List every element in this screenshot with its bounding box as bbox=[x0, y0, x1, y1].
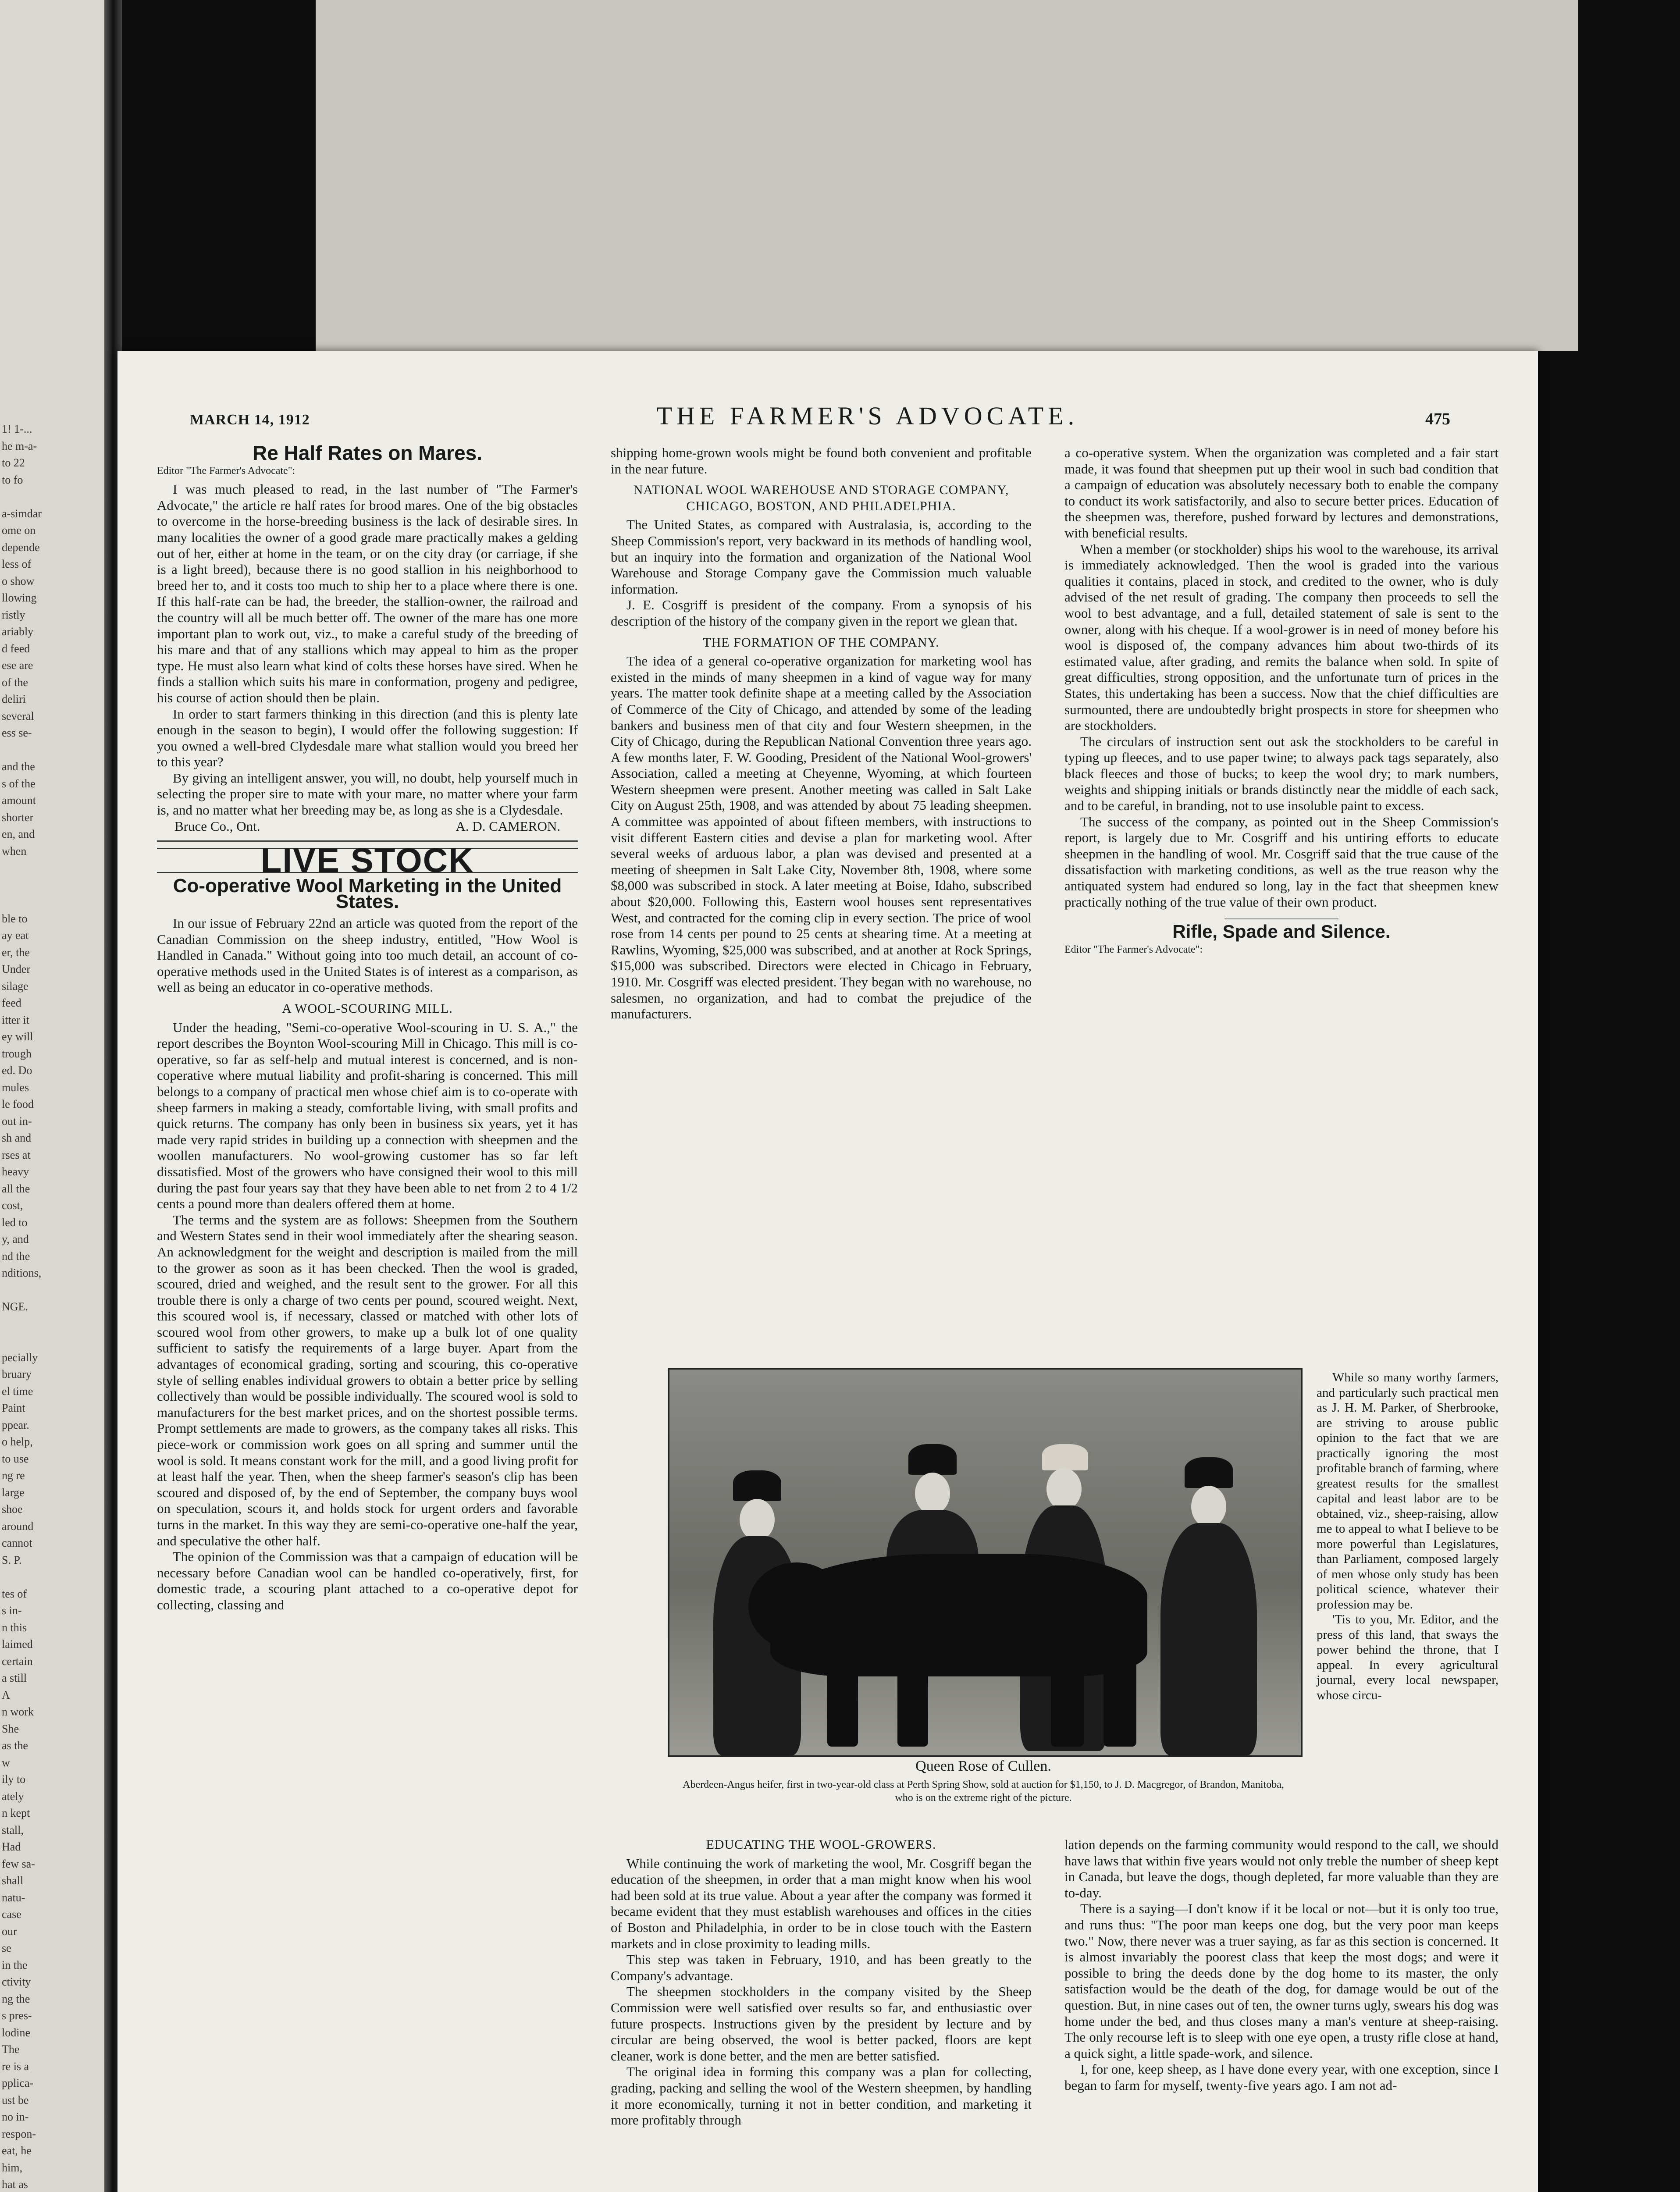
left-page-text-line: rses at bbox=[2, 1148, 31, 1161]
left-page-text-line: several bbox=[2, 709, 34, 722]
left-page-text-line: a still bbox=[2, 1672, 27, 1684]
left-page-text-line: ariably bbox=[2, 625, 34, 638]
left-page-text-line: cost, bbox=[2, 1199, 23, 1212]
left-page-text-line: s in- bbox=[2, 1604, 22, 1617]
left-page-text-line: laimed bbox=[2, 1638, 33, 1651]
subhead-mill: A WOOL-SCOURING MILL. bbox=[282, 1001, 453, 1016]
left-page-text-line: n this bbox=[2, 1621, 27, 1634]
left-page-text-line: bruary bbox=[2, 1368, 32, 1381]
left-page-text-line: n kept bbox=[2, 1807, 30, 1819]
left-page-text-line: ay eat bbox=[2, 929, 29, 942]
left-page-text-line: large bbox=[2, 1486, 25, 1499]
left-page-text-line: certain bbox=[2, 1655, 33, 1668]
left-page-text-line: ily to bbox=[2, 1773, 26, 1786]
left-page-text-line: ess se- bbox=[2, 726, 32, 739]
column-2-bottom bbox=[611, 1837, 1032, 2128]
col3-paragraph: The circulars of instruction sent out ask the stockholders to be careful in typing up fleeces, and to use paper twine; to always pack tags separately, also black fleeces and those of bucks; to keep the wool dry; to mark numbers, weights and shipping initials or brands distinctly near the middle of each sack, and to be careful, in branding, not to use insoluble paint to excess. bbox=[1064, 733, 1498, 814]
left-page-text-line: him, bbox=[2, 2161, 22, 2174]
left-page-text-line: NGE. bbox=[2, 1300, 28, 1313]
left-page-text-line: deliri bbox=[2, 693, 26, 705]
rifle-paragraph: 'Tis to you, Mr. Editor, and the press of this land, that sways the power behind the throne, that I appeal. In every agricultural journal, every local newspaper, whose circu- bbox=[1317, 1612, 1498, 1702]
left-page-text-line: shall bbox=[2, 1874, 24, 1887]
left-page-text-line: ese are bbox=[2, 659, 33, 672]
left-page-text-line: natu- bbox=[2, 1891, 25, 1904]
left-page-text-line: ppear. bbox=[2, 1418, 29, 1431]
left-page-text-line: ately bbox=[2, 1790, 24, 1803]
left-page-text-line: sh and bbox=[2, 1132, 32, 1144]
rifle-paragraph: There is a saying—I don't know if it be local or not—but it is only too true, and runs thus: "The poor man keeps one dog, but the very poor man keeps two." Now, there never was a truer saying, as far as this section is concerned. It is almost invariably the poorest class that keep the most dogs; and were it possible to bring the deeds done by the dog home to its master, the only satisfaction would be the death of the dog, for damage would be out of the question. But, in nine cases out of ten, the owner turns ugly, swears his dog was home under the bed, and thus closes many a man's venture at sheep-raising. The only recourse left is to sleep with one eye open, a trusty rifle close at hand, a quick sight, a little spade-work, and silence. bbox=[1064, 1901, 1498, 2061]
left-page-text-line: around bbox=[2, 1519, 34, 1533]
left-page-text-line: nditions, bbox=[2, 1267, 42, 1279]
left-page-text-line: led to bbox=[2, 1216, 28, 1229]
left-page-text-line: shorter bbox=[2, 811, 34, 824]
left-page-text-line: s pres- bbox=[2, 2009, 32, 2022]
issue-date: MARCH 14, 1912 bbox=[190, 412, 310, 428]
left-page-text-line: ey will bbox=[2, 1030, 33, 1043]
mares-title: Re Half Rates on Mares. bbox=[252, 441, 483, 464]
left-page-text-line: ed. Do bbox=[2, 1064, 32, 1077]
rifle-paragraph: I, for one, keep sheep, as I have done every year, with one exception, since I began to farm for myself, twenty-five years ago. I am not ad- bbox=[1064, 2061, 1498, 2093]
photo-caption: Aberdeen-Angus heifer, first in two-year-old class at Perth Spring Show, sold at auction for $1,150, to J. D. Macgregor, of Brandon, Manitoba, who is on the extreme right of the picture. bbox=[683, 1779, 1284, 1804]
left-page-text-line: ble to bbox=[2, 912, 28, 925]
left-page-text-line: he m-a- bbox=[2, 439, 37, 452]
left-page-text-line: ng re bbox=[2, 1469, 25, 1482]
left-page-text-line: se bbox=[2, 1942, 11, 1954]
educating-paragraph: The sheepmen stockholders in the company visited by the Sheep Commission were well satisfied over results so far, and enthusiastic over future prospects. Instructions given by the president by lecture and by circular are being observed, the wool is better packed, floors are kept cleaner, work is done better, and the men are better satisfied. bbox=[611, 1984, 1032, 2064]
formation-paragraph: The idea of a general co-operative organization for marketing wool has existed in the minds of many sheepmen in a kind of vague way for many years. The matter took definite shape at a meeting called by the Association of Commerce of the City of Chicago, and attended by some of the leading bankers and business men of that city and four Western sheepmen, in the City of Chicago, during the Republican National Convention three years ago. A few months later, F. W. Gooding, President of the National Wool-growers' Association, called a meeting at Cheyenne, Wyoming, at which fourteen Western sheepmen were present. Another meeting was called in Salt Lake City on August 25th, 1908, and was attended by about 75 leading sheepmen. A committee was appointed of about fifteen members, with instructions to visit different Eastern cities and devise a plan for marketing wool. After several weeks of arduous labor, a plan was devised and presented at a meeting of sheepmen in Salt Lake City, November 8th, 1908, where some $8,000 was subscribed in stock. A later meeting at Boise, Idaho, subscribed about $20,000. Following this, Eastern wool houses sent representatives West, and contracted for the coming clip in every section. The price of wool rose from 14 cents per pound to 25 cents at shearing time. At a meeting at Rawlins, Wyoming, $25,000 was subscribed, and at another at Rock Springs, $15,000 was subscribed. Directors were elected in Chicago in February, 1910. Mr. Cosgriff was elected president. They began with no warehouse, no salesmen, no organization, and had to combat the prejudice of the manufacturers. bbox=[611, 653, 1032, 1022]
left-page-text-line: re is a bbox=[2, 2060, 29, 2073]
left-page-text-line: a-simdar bbox=[2, 507, 42, 520]
left-page-text-line: Under bbox=[2, 963, 30, 975]
left-page-text-line: y, and bbox=[2, 1233, 29, 1245]
subhead-formation: THE FORMATION OF THE COMPANY. bbox=[703, 635, 940, 650]
left-page-text-line: nd the bbox=[2, 1249, 30, 1263]
left-page-text-line: w bbox=[2, 1756, 10, 1769]
left-page-text-line: amount bbox=[2, 794, 36, 807]
left-page-text-line: ristly bbox=[2, 608, 25, 621]
left-page-text-line: as the bbox=[2, 1739, 28, 1752]
mares-paragraph: I was much pleased to read, in the last number of "The Farmer's Advocate," the article re half rates for brood mares. One of the big obstacles to overcome in the horse-breeding business is the lack of desirable sires. In many localities the owner of a good grade mare practically makes a gelding out of her, either at home in the team, or on the city dray (or carriage, if she is a light breed), because there is no good stallion in his neighborhood to breed her to, and it costs too much to ship her to a place where there is one. If this half-rate can be had, the breeder, the stallion-owner, the railroad and the country will all be much better off. The owner of the mare has one more important plan to work out, viz., to make a careful study of the breeding of his mare and that of any stallions which may appeal to him as the proper type. He must also learn what kind of colts these horses have sired. When he finds a stallion which suits his mare in conformation, progeny and pedigree, his course of action should then be plain. bbox=[157, 481, 578, 705]
left-page-text-line: and the bbox=[2, 760, 35, 773]
left-page-text-line: stall, bbox=[2, 1823, 24, 1836]
left-page-text-line: llowing bbox=[2, 591, 37, 604]
col3-paragraph: When a member (or stockholder) ships his wool to the warehouse, its arrival is immediately acknowledged. Then the wool is graded into the various qualities it contains, placed in stock, and credited to the owner, who is duly advised of the net result of grading. The company then proceeds to sell the wool to best advantage, and a full, detailed statement of sale is sent to the owner, along with his cheque. If a wool-grower is in need of money before his wool is disposed of, the company advances him about two-thirds of its estimated value, after grading, and remits the balance when sold. In spite of great difficulties, strong opposition, and the unfortunate turn of prices in the States, this undertaking has been a success. Now that the chief difficulties are surmounted, there are undoubtedly bright prospects in store for sheepmen who are stockholders. bbox=[1064, 541, 1498, 733]
left-page-text-line: out in- bbox=[2, 1114, 32, 1128]
rifle-narrow-column bbox=[1317, 1370, 1498, 1703]
left-page-text-line: our bbox=[2, 1925, 17, 1938]
left-page-text-line: cannot bbox=[2, 1537, 32, 1549]
left-page-text-line: when bbox=[2, 844, 27, 858]
live-stock-banner: LIVE STOCK bbox=[157, 848, 578, 873]
left-page-text-line: depende bbox=[2, 541, 40, 554]
mares-editor-line: Editor "The Farmer's Advocate": bbox=[157, 465, 295, 477]
left-page-text-line: A bbox=[2, 1688, 10, 1701]
column-3-bottom bbox=[1064, 1837, 1498, 2094]
left-page-text-line: S. P. bbox=[2, 1553, 22, 1566]
left-page-text-line: in the bbox=[2, 1958, 28, 1971]
column-1 bbox=[157, 441, 578, 1613]
left-page-text-line: ust be bbox=[2, 2093, 29, 2107]
left-page-text-line: 1! 1-... bbox=[2, 423, 32, 435]
scan-background-strip bbox=[316, 0, 1578, 351]
left-page-text-line: Paint bbox=[2, 1402, 25, 1414]
column-3-top bbox=[1064, 445, 1498, 960]
left-page-text-line: en, and bbox=[2, 828, 35, 840]
left-page-text-line: mules bbox=[2, 1081, 29, 1094]
cattle-photo bbox=[668, 1368, 1303, 1757]
left-page-text-line: Had bbox=[2, 1840, 21, 1853]
rifle-paragraph: While so many worthy farmers, and particularly such practical men as J. H. M. Parker, of Sherbrooke, are striving to arouse public opinion to the fact that we are practically ignoring the most profitable branch of farming, where greatest results for the smallest capital and least labor are to be obtained, viz., sheep-raising, allow me to appeal to what I believe to be more powerful than Legislatures, than Parliament, composed largely of men whose only study has been political science, whatever their profession may be. bbox=[1317, 1370, 1498, 1612]
photo-title: Queen Rose of Cullen. bbox=[915, 1758, 1051, 1774]
left-page-text-line: She bbox=[2, 1722, 19, 1735]
left-page-text-line: feed bbox=[2, 996, 21, 1009]
left-page-text-line: few sa- bbox=[2, 1857, 35, 1870]
left-page-text-line: pecially bbox=[2, 1351, 38, 1364]
left-page-text-line: eat, he bbox=[2, 2144, 32, 2157]
col3-paragraph: a co-operative system. When the organization was completed and a fair start made, it was found that sheepmen put up their wool in such bad condition that a campaign of education was absolutely necessary both to enable the company to conduct its work satisfactorily, and also to secure better prices. Education of the sheepmen was, therefore, pushed forward by lectures and demonstrations, with beneficial results. bbox=[1064, 445, 1498, 541]
left-page-text-line: to 22 bbox=[2, 456, 25, 469]
left-page-text-line: of the bbox=[2, 676, 28, 689]
left-page-text-line: The bbox=[2, 2043, 20, 2056]
rifle-title: Rifle, Spade and Silence. bbox=[1172, 921, 1391, 942]
mill-paragraph: The terms and the system are as follows: Sheepmen from the Southern and Western States send in their wool immediately after the shearing season. An acknowledgment for the weight and description is mailed from the mill to the grower as soon as it has been checked. Then the wool is graded, scoured, dried and weighed, and the result sent to the grower. For all this trouble there is only a charge of two cents per pound, scoured weight. Next, this scoured wool is, if necessary, classed or matched with other lots of scoured wool from other growers, to make up a bulk lot of one quality sufficient to satisfy the requirements of a large buyer. Apart from the advantages of economical grading, sorting and scouring, this co-operative style of selling enables individual growers to obtain a better price by selling collectively than would be possible individually. The scoured wool is sold to manufacturers for the best market prices, and on the shortest possible terms. Prompt settlements are made to growers, as the company takes all risks. This piece-work or commission work goes on all spring and summer until the wool is sold. It means constant work for the mill, and a good living profit for at least half the year. Then, when the sheep farmer's season's clip has been scoured and disposed of, by the end of September, the company buys wool on speculation, scours it, and holds stock for urgent orders and favorable turns in the market. In this way they are semi-co-operative one-half the year, and speculative the other half. bbox=[157, 1212, 578, 1548]
left-page-text-line: all the bbox=[2, 1182, 30, 1195]
left-page-text-line: silage bbox=[2, 979, 28, 993]
newspaper-page bbox=[117, 351, 1538, 2192]
left-page-text-line: respon- bbox=[2, 2127, 36, 2140]
subhead-company: NATIONAL WOOL WAREHOUSE AND STORAGE COMPANY, CHICAGO, BOSTON, AND PHILADELPHIA. bbox=[633, 483, 1009, 513]
left-page-text-line: le food bbox=[2, 1098, 34, 1110]
rifle-editor-line: Editor "The Farmer's Advocate": bbox=[1064, 943, 1203, 955]
wool-continuation: shipping home-grown wools might be found both convenient and profitable in the near future. bbox=[611, 445, 1032, 477]
left-page-text-line: tes of bbox=[2, 1587, 27, 1600]
left-page-text-line: o show bbox=[2, 574, 35, 587]
left-page-text-line: case bbox=[2, 1908, 21, 1921]
left-page-text-line: heavy bbox=[2, 1165, 29, 1178]
left-page-text-line: lodine bbox=[2, 2026, 30, 2039]
left-page-text-line: itter it bbox=[2, 1013, 29, 1026]
col3-paragraph: The success of the company, as pointed out in the Sheep Commission's report, is largely due to Mr. Cosgriff and his untiring efforts to educate sheepmen in the handling of wool. Mr. Cosgriff said that the true cause of the dissatisfaction with marketing conditions, as well as the true reason why the antiquated system had endured so long, lay in the fact that sheepmen knew practically nothing of the true value of their own product. bbox=[1064, 814, 1498, 910]
left-page-text-line: el time bbox=[2, 1384, 33, 1398]
left-page-text-line: less of bbox=[2, 558, 32, 570]
left-page-text-line: ng the bbox=[2, 1992, 30, 2005]
page-number: 475 bbox=[1425, 410, 1450, 428]
company-paragraph: The United States, as compared with Australasia, is, according to the Sheep Commission's report, very backward in its methods of handling wool, but an inquiry into the formation and organization of the National Wool Warehouse and Storage Company gave the Commission much valuable information. bbox=[611, 517, 1032, 597]
masthead: THE FARMER'S ADVOCATE. bbox=[656, 402, 1079, 430]
educating-paragraph: This step was taken in February, 1910, and has been greatly to the Company's advantage. bbox=[611, 1952, 1032, 1983]
mares-paragraph: In order to start farmers thinking in this direction (and this is plenty late enough in the season to begin), I would offer the following suggestion: If you owned a well-bred Clydesdale mare what stallion would you breed her to this year? bbox=[157, 706, 578, 770]
mares-paragraph: By giving an intelligent answer, you will, no doubt, help yourself much in selecting the proper sire to mate with your mare, no matter where your farm is, and no matter what her breeding may be, as long as she is a Clydesdale. bbox=[157, 770, 578, 818]
left-page-text-line: trough bbox=[2, 1047, 32, 1060]
left-page-text-line: er, the bbox=[2, 946, 30, 959]
left-page-text-line: o help, bbox=[2, 1435, 33, 1448]
left-page-text-line: to fo bbox=[2, 473, 23, 486]
left-page-text-line: to use bbox=[2, 1452, 29, 1465]
column-2-top bbox=[611, 445, 1032, 1022]
educating-paragraph: The original idea in forming this company was a plan for collecting, grading, packing and selling the wool of the Western sheepmen, by handling it more economically, turning it not in better condition, and marketing it more profitably through bbox=[611, 2064, 1032, 2128]
left-page-text-line: hat as bbox=[2, 2178, 28, 2191]
left-page-text-line: pplica- bbox=[2, 2077, 34, 2089]
mares-author: A. D. CAMERON. bbox=[456, 818, 560, 834]
left-page-text-line: ome on bbox=[2, 524, 36, 537]
mill-paragraph: Under the heading, "Semi-co-operative Wool-scouring in U. S. A.," the report describes the Boynton Wool-scouring Mill in Chicago. This mill is co-operative, so far as self-help and mutual interest is concerned, and is non-coperative where mutual liability and profit-sharing is concerned. This mill belongs to a company of practical men whose chief aim is to co-operate with sheep farmers in making a steady, comfortable living, with small profits and quick returns. The company has only been in business six years, yet it has made very rapid strides in building up a connection with sheepmen and the woollen manufacturers. No wool-growing customer has so far left dissatisfied. Most of the growers who have consigned their wool to this mill during the past four years say that they have been able to net from 2 to 4 1/2 cents a pound more than dealers offered them at home. bbox=[157, 1019, 578, 1212]
page-header bbox=[190, 401, 1450, 436]
subhead-educating: EDUCATING THE WOOL-GROWERS. bbox=[706, 1837, 936, 1852]
left-page-text-line: s of the bbox=[2, 777, 36, 790]
wool-intro: In our issue of February 22nd an article was quoted from the report of the Canadian Commission on the sheep industry, entitled, "How Wool is Handled in Canada." Without going into too much detail, an account of co-operative methods used in the United States is of interest as a comparison, as well as being an educator in co-operative methods. bbox=[157, 915, 578, 995]
left-page-text-line: n work bbox=[2, 1705, 34, 1718]
educating-paragraph: While continuing the work of marketing the wool, Mr. Cosgriff began the education of the sheepmen, in order that a man might know when his wool had been sold at its true value. About a year after the company was formed it became evident that they must establish warehouses and offices in the cities of Boston and Philadelphia, in order to be in close touch with the Eastern markets and in close proximity to leading mills. bbox=[611, 1855, 1032, 1951]
mares-place: Bruce Co., Ont. bbox=[174, 818, 260, 834]
rifle-paragraph: lation depends on the farming community would respond to the call, we should have laws that within five years would not only treble the number of sheep kept in Canada, but leave the dogs, though depleted, far more valuable than they are to-day. bbox=[1064, 1837, 1498, 1900]
section-divider bbox=[1224, 918, 1338, 919]
left-page-text-line: shoe bbox=[2, 1503, 23, 1516]
wool-title: Co-operative Wool Marketing in the United States. bbox=[173, 875, 562, 913]
left-page-text-line: d feed bbox=[2, 642, 30, 655]
mill-paragraph: The opinion of the Commission was that a campaign of education will be necessary before Canadian wool can be handled co-operatively, first, for domestic trade, a scouring plant attached to a co-operative depot for collecting, classing and bbox=[157, 1549, 578, 1612]
company-paragraph: J. E. Cosgriff is president of the company. From a synopsis of his description of the history of the company given in the report we glean that. bbox=[611, 597, 1032, 629]
left-page-fragment bbox=[0, 0, 105, 2192]
left-page-text-line: ctivity bbox=[2, 1975, 31, 1988]
left-page-text-line: no in- bbox=[2, 2110, 29, 2123]
